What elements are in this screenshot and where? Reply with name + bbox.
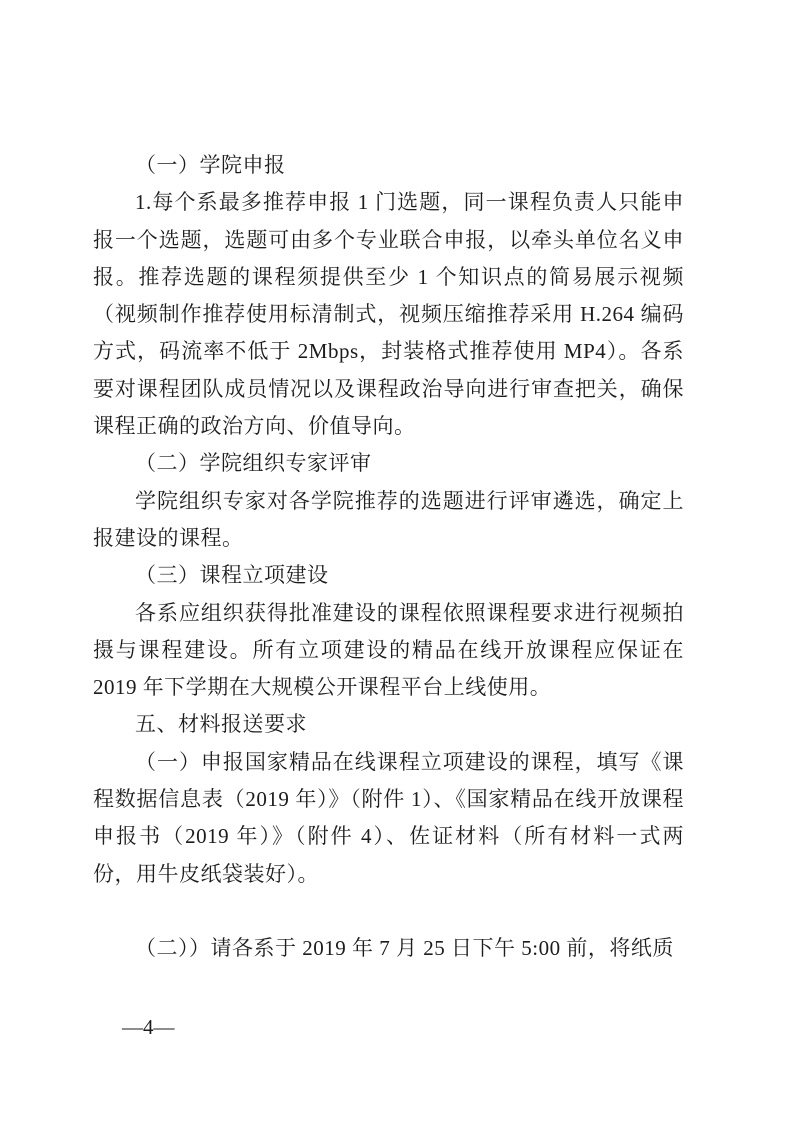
paragraph-review-selection: 学院组织专家对各学院推荐的选题进行评审遴选，确定上报建设的课程。	[93, 488, 684, 550]
section-heading-expert-review: （二）学院组织专家评审	[135, 451, 372, 476]
document-body	[93, 147, 684, 967]
section-heading-college-declaration: （一）学院申报	[135, 153, 286, 177]
paragraph-material-list: （一）申报国家精品在线课程立项建设的课程，填写《课程数据信息表（2019 年）》（附件 1）、《国家精品在线开放课程申报书（2019 年）》（附件 4）、佐证材料（所有材料一式两份，用牛皮纸袋装好）。	[93, 749, 684, 886]
section-heading-project-establishment: （三）课程立项建设	[135, 563, 329, 588]
paragraph-construction-requirements: 各系应组织获得批准建设的课程依照课程要求进行视频拍摄与课程建设。所有立项建设的精品在线开放课程应保证在 2019 年下学期在大规模公开课程平台上线使用。	[93, 600, 684, 700]
paragraph-submission-deadline: （二））请各系于 2019 年 7 月 25 日下午 5:00 前，将纸质	[135, 935, 674, 960]
page-number: —4—	[122, 1015, 175, 1039]
paragraph-declaration-rules: 1.每个系最多推荐申报 1 门选题，同一课程负责人只能申报一个选题，选题可由多个专业联合申报，以牵头单位名义申报。推荐选题的课程须提供至少 1 个知识点的简易展示视频（视频制作推荐使用标清制式，视频压缩推荐采用 H.264 编码方式，码流率不低于 2Mbps，封装格式推荐使用 MP4）。各系要对课程团队成员情况以及课程政治导向进行审查把关，确保课程正确的政治方向、价值导向。	[93, 190, 684, 439]
section-heading-material-submission: 五、材料报送要求	[135, 712, 307, 737]
